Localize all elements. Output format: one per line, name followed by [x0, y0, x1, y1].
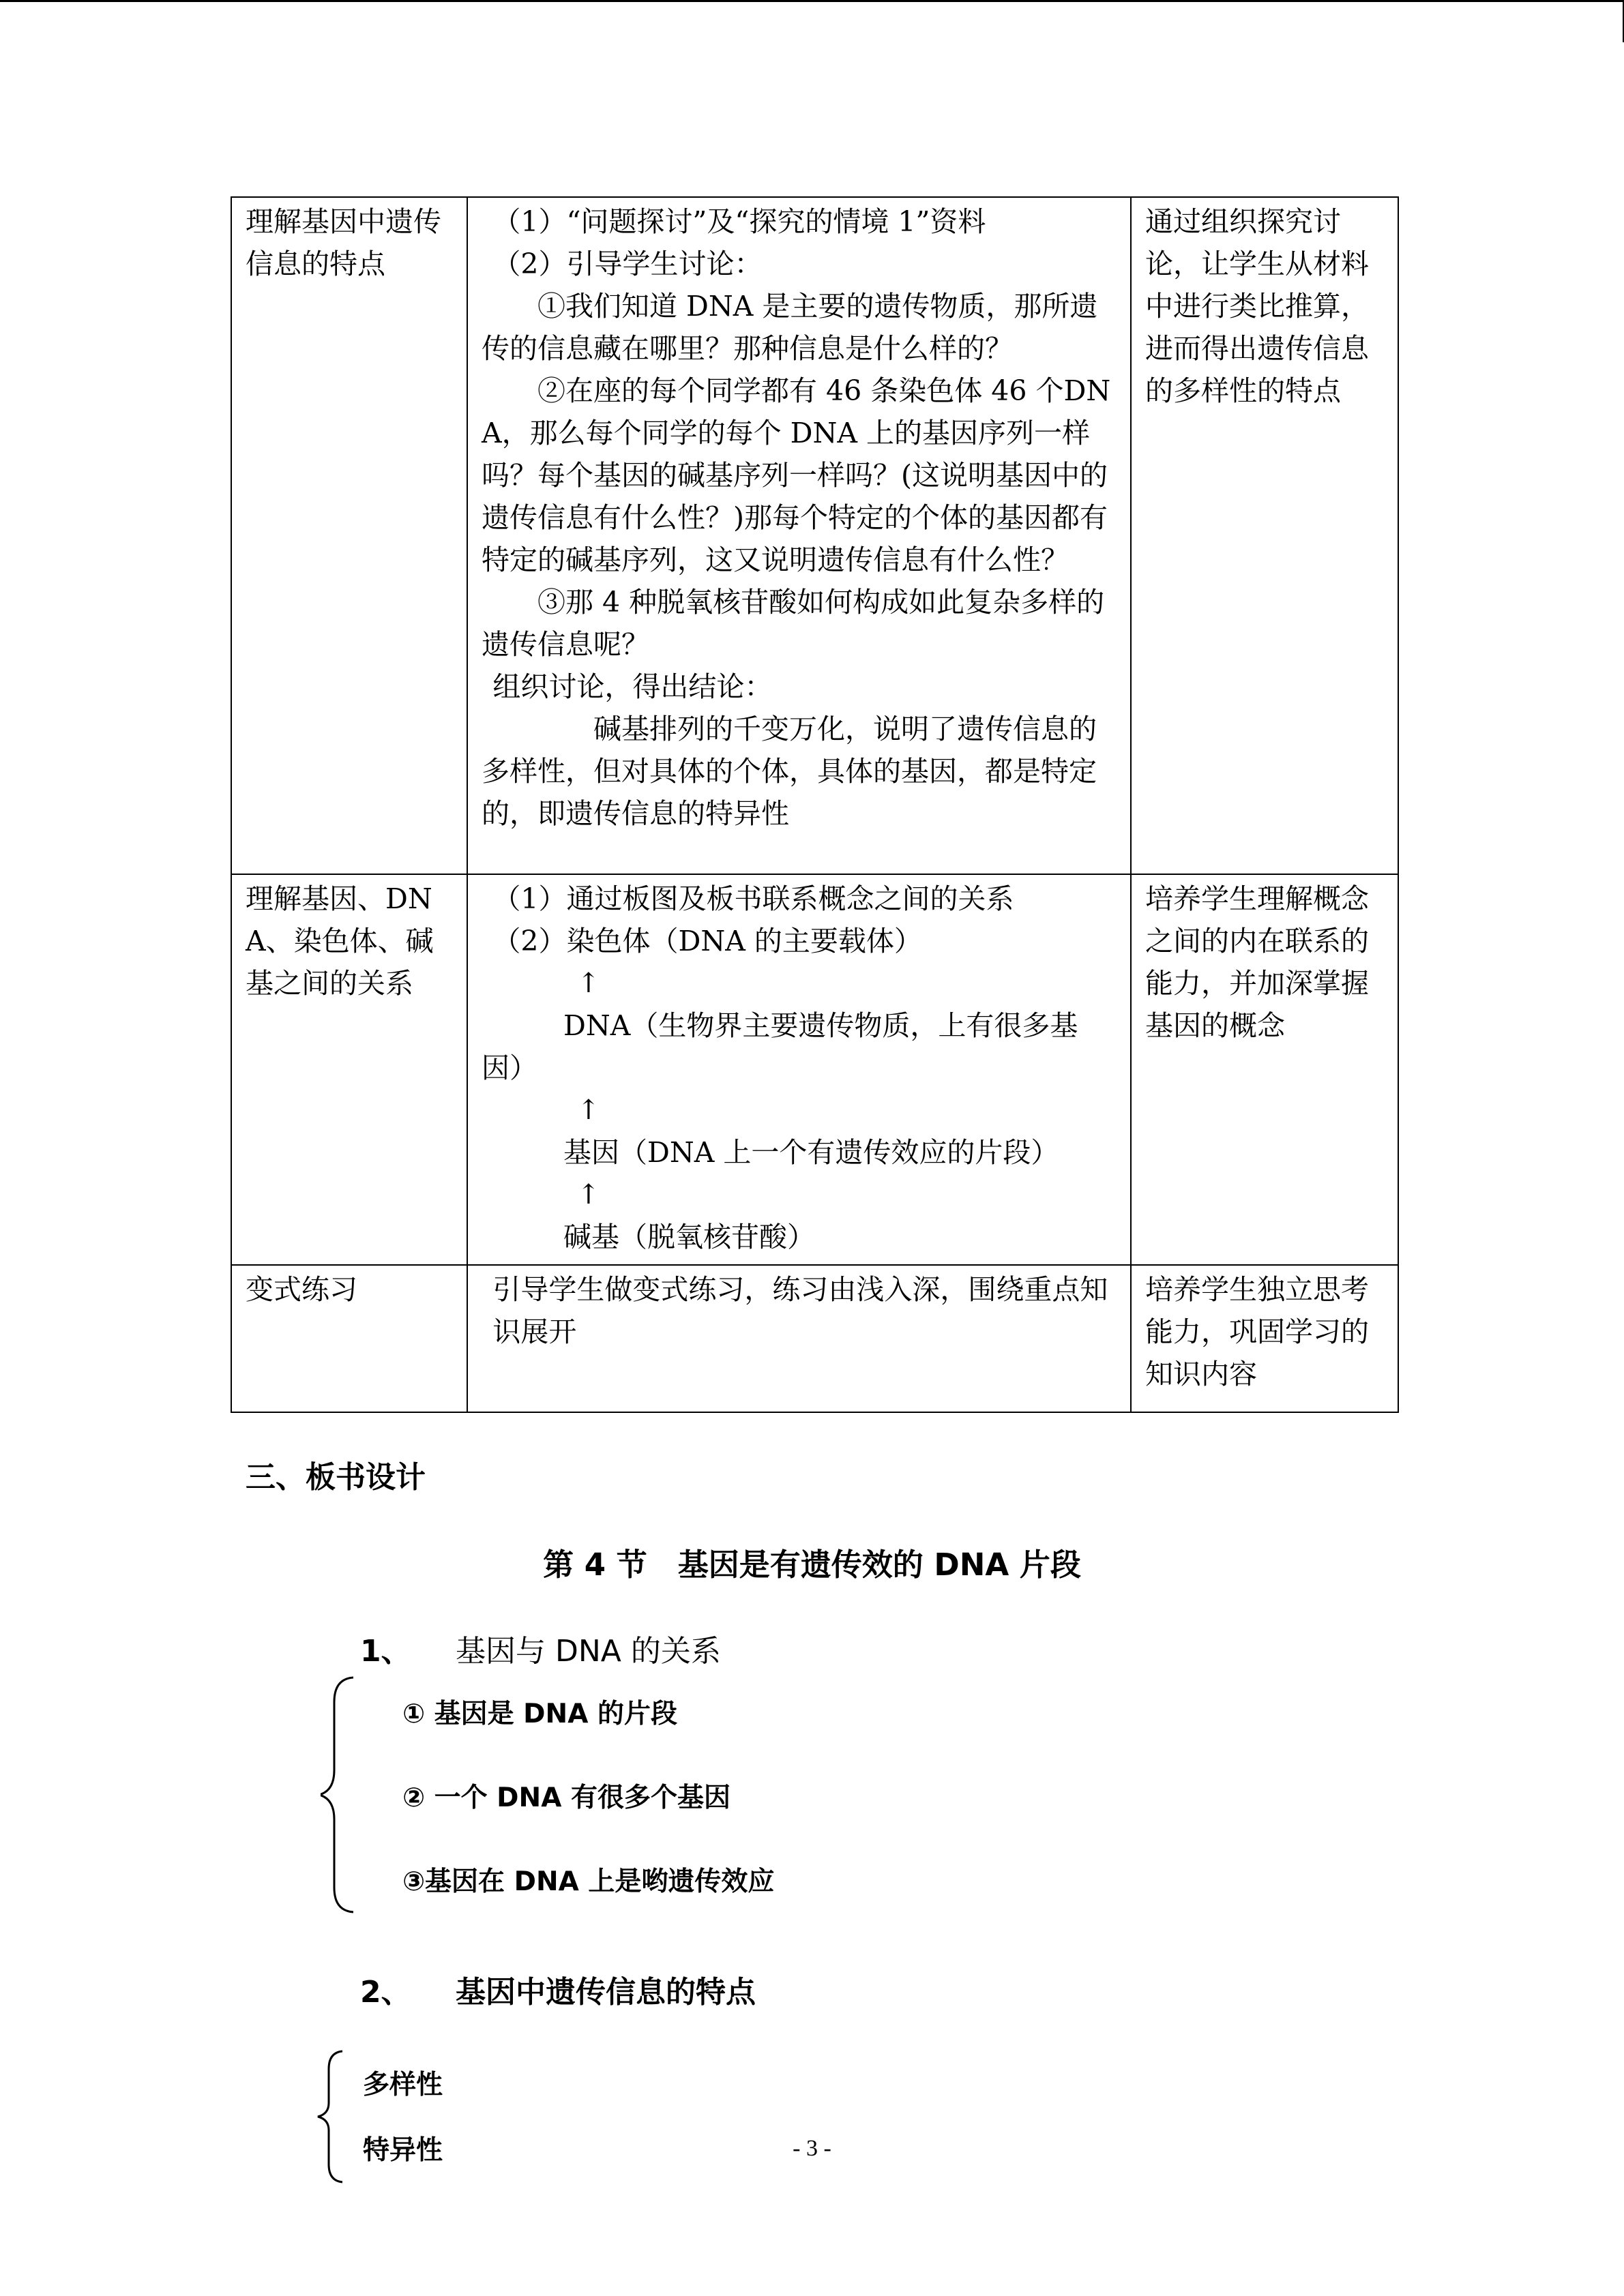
purpose-cell: 通过组织探究讨论，让学生从材料中进行类比推算，进而得出遗传信息的多样性的特点 — [1131, 197, 1398, 874]
activity-line: 碱基（脱氧核苷酸） — [563, 1221, 815, 1253]
board-title: 第 4 节 基因是有遗传效的 DNA 片段 — [543, 1547, 1081, 1583]
activity-line: DNA（生物界主要遗传物质，上有很多基因） — [482, 1009, 1078, 1084]
activity-line: ③那 4 种脱氧核苷酸如何构成如此复杂多样的遗传信息呢？ — [482, 586, 1105, 661]
part2-item-2: 特异性 — [363, 2135, 443, 2166]
purpose-cell: 培养学生独立思考能力，巩固学习的知识内容 — [1131, 1265, 1398, 1412]
page-number: - 3 - — [793, 2136, 831, 2161]
activity-line: 组织讨论，得出结论： — [492, 670, 773, 703]
part2-item-1: 多样性 — [363, 2070, 443, 2100]
activity-line: （2）引导学生讨论： — [492, 248, 763, 280]
activity-line: 引导学生做变式练习，练习由浅入深，围绕重点知识展开 — [492, 1273, 1108, 1348]
part2-brace — [315, 2048, 349, 2185]
part2-number: 2、 — [360, 1975, 411, 2010]
activity-cell — [467, 197, 1131, 874]
part1-number: 1、 — [360, 1634, 411, 1669]
part1-item-1: ① 基因是 DNA 的片段 — [402, 1699, 677, 1729]
activity-line: （1）“问题探讨”及“探究的情境 1”资料 — [492, 205, 986, 238]
part1-brace — [321, 1675, 368, 1915]
part2-heading — [360, 1967, 756, 2011]
activity-line: 基因（DNA 上一个有遗传效应的片段） — [563, 1136, 1059, 1169]
activity-line: ②在座的每个同学都有 46 条染色体 46 个DNA，那么每个同学的每个 DNA 上的基因序列一样吗？每个基因的碱基序列一样吗？(这说明基因中的遗传信息有什么性？)那每个特定的个体的基因都有特定的碱基序列，这又说明遗传信息有什么性？ — [482, 374, 1111, 576]
activity-line: 碱基排列的千变万化，说明了遗传信息的多样性，但对具体的个体，具体的基因，都是特定的，即遗传信息的特异性 — [482, 713, 1097, 830]
table-row — [231, 197, 1398, 874]
purpose-cell: 培养学生理解概念之间的内在联系的能力，并加深掌握基因的概念 — [1131, 874, 1398, 1265]
activity-line: （2）染色体（DNA 的主要载体） — [492, 925, 922, 957]
part2-heading-text: 基因中遗传信息的特点 — [456, 1975, 756, 2010]
table-row — [231, 874, 1398, 1265]
part1-item-3: ③基因在 DNA 上是哟遗传效应 — [402, 1866, 775, 1897]
top-border — [0, 0, 1624, 2]
activity-line: （1）通过板图及板书联系概念之间的关系 — [492, 882, 1014, 915]
activity-cell — [467, 874, 1131, 1265]
up-arrow-icon: ↑ — [577, 1179, 600, 1210]
part1-heading — [360, 1626, 721, 1670]
activity-cell — [467, 1265, 1131, 1412]
up-arrow-icon: ↑ — [577, 1094, 600, 1126]
topic-cell: 变式练习 — [231, 1265, 467, 1412]
part1-heading-text: 基因与 DNA 的关系 — [456, 1634, 721, 1669]
topic-cell: 理解基因、DNA、染色体、碱基之间的关系 — [231, 874, 467, 1265]
table-row — [231, 1265, 1398, 1412]
activity-line: ①我们知道 DNA 是主要的遗传物质，那所遗传的信息藏在哪里？那种信息是什么样的？ — [482, 290, 1098, 365]
lesson-table — [231, 196, 1399, 1413]
section-title: 三、板书设计 — [246, 1460, 426, 1495]
part1-item-2: ② 一个 DNA 有很多个基因 — [402, 1783, 730, 1813]
up-arrow-icon: ↑ — [577, 968, 600, 999]
topic-cell: 理解基因中遗传信息的特点 — [231, 197, 467, 874]
